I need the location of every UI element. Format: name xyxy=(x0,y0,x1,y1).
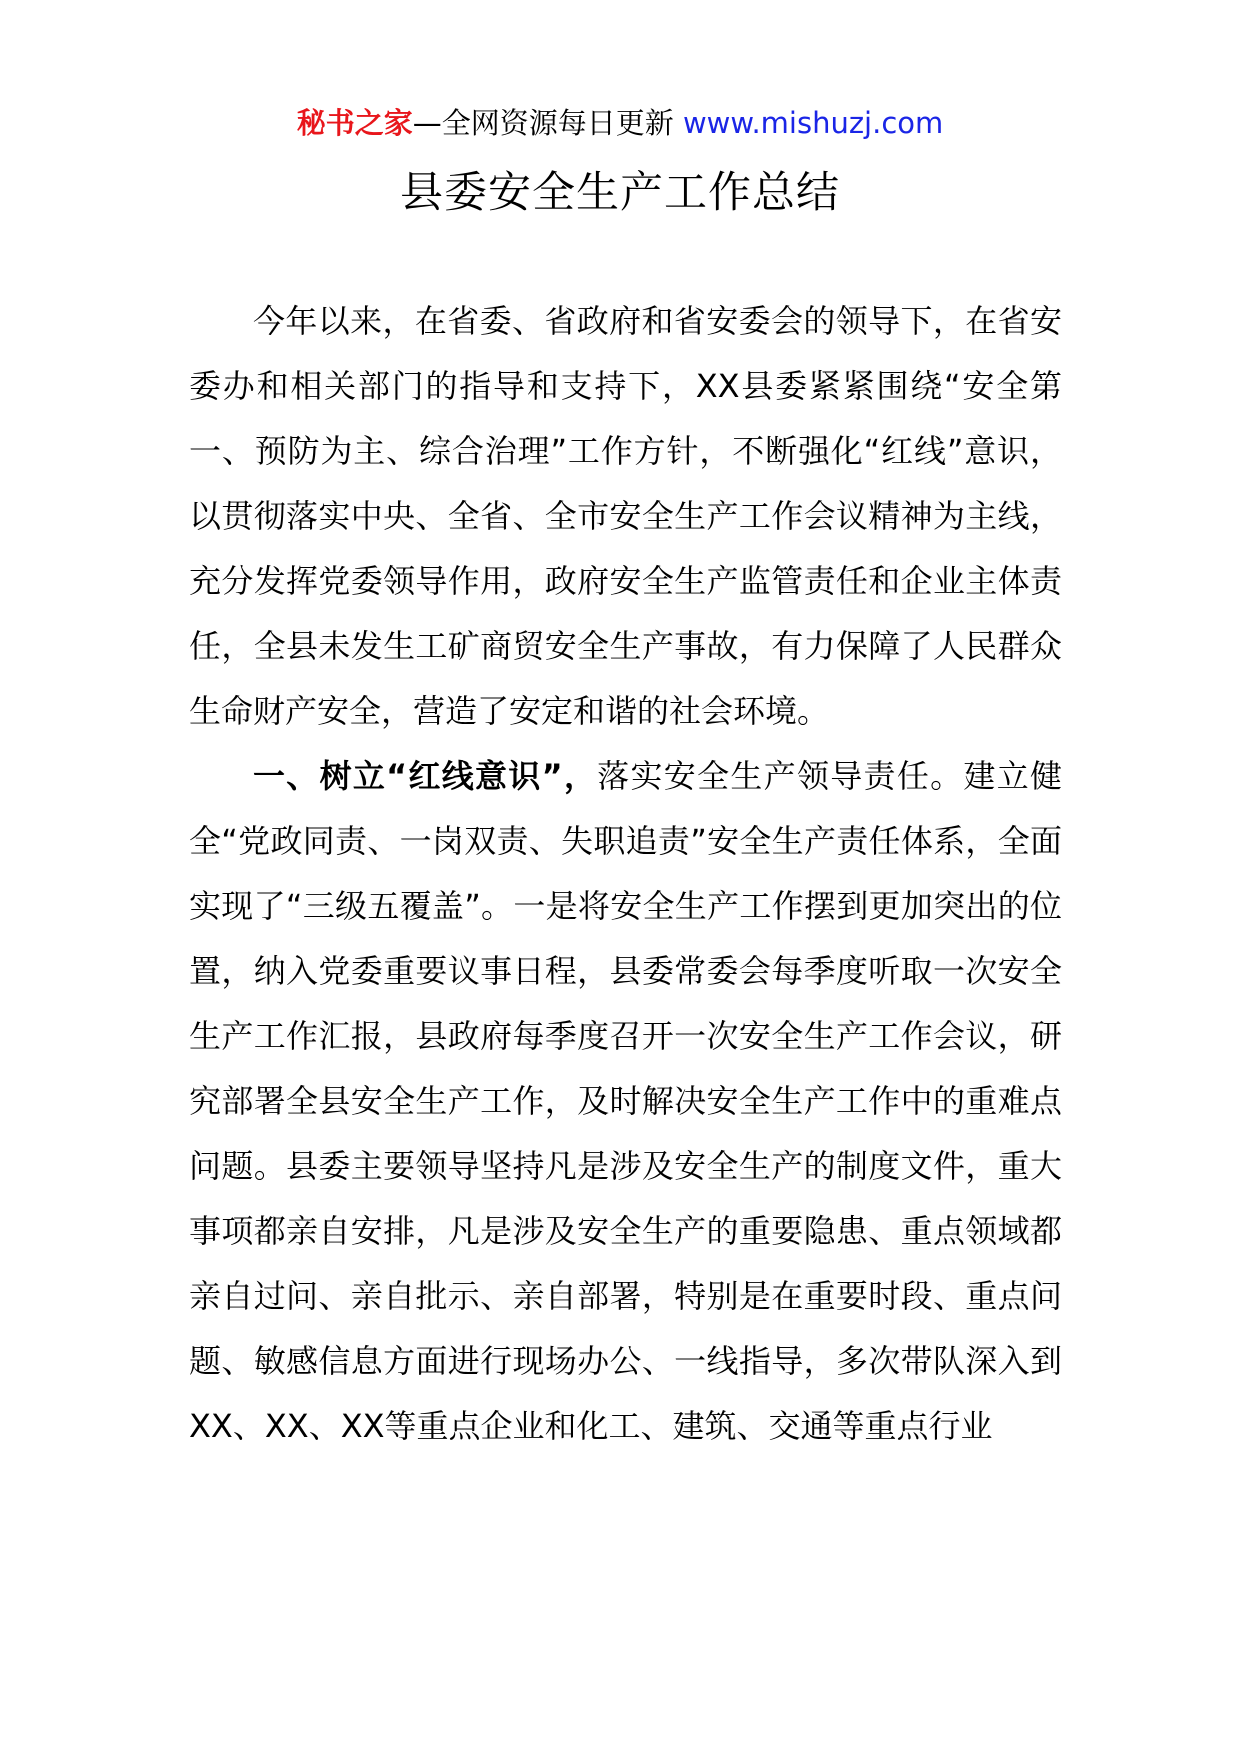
section-heading: 一、树立“红线意识”， xyxy=(253,757,598,795)
paragraph-intro xyxy=(189,289,1062,744)
site-tagline: —全网资源每日更新 xyxy=(412,106,683,140)
paragraph-section-1 xyxy=(189,744,1062,1459)
document-body xyxy=(189,289,1062,1459)
site-brand: 秘书之家 xyxy=(296,106,413,140)
paragraph-text: 今年以来，在省委、省政府和省安委会的领导下，在省安委办和相关部门的指导和支持下，XX县委紧紧围绕“安全第一、预防为主、综合治理”工作方针，不断强化“红线”意识，以贯彻落实中央、全省、全市安全生产工作会议精神为主线，充分发挥党委领导作用，政府安全生产监管责任和企业主体责任，全县未发生工矿商贸安全生产事故，有力保障了人民群众生命财产安全，营造了安定和谐的社会环境。 xyxy=(189,302,1062,730)
paragraph-text: 落实安全生产领导责任。建立健全“党政同责、一岗双责、失职追责”安全生产责任体系，全面实现了“三级五覆盖”。一是将安全生产工作摆到更加突出的位置，纳入党委重要议事日程，县委常委会每季度听取一次安全生产工作汇报，县政府每季度召开一次安全生产工作会议，研究部署全县安全生产工作，及时解决安全生产工作中的重难点问题。县委主要领导坚持凡是涉及安全生产的制度文件，重大事项都亲自安排，凡是涉及安全生产的重要隐患、重点领域都亲自过问、亲自批示、亲自部署，特别是在重要时段、重点问题、敏感信息方面进行现场办公、一线指导，多次带队深入到XX、XX、XX等重点企业和化工、建筑、交通等重点行业 xyxy=(189,757,1062,1445)
site-header xyxy=(0,100,1240,146)
document-title: 县委安全生产工作总结 xyxy=(400,168,840,218)
site-url-link[interactable]: www.mishuzj.com xyxy=(682,106,944,140)
